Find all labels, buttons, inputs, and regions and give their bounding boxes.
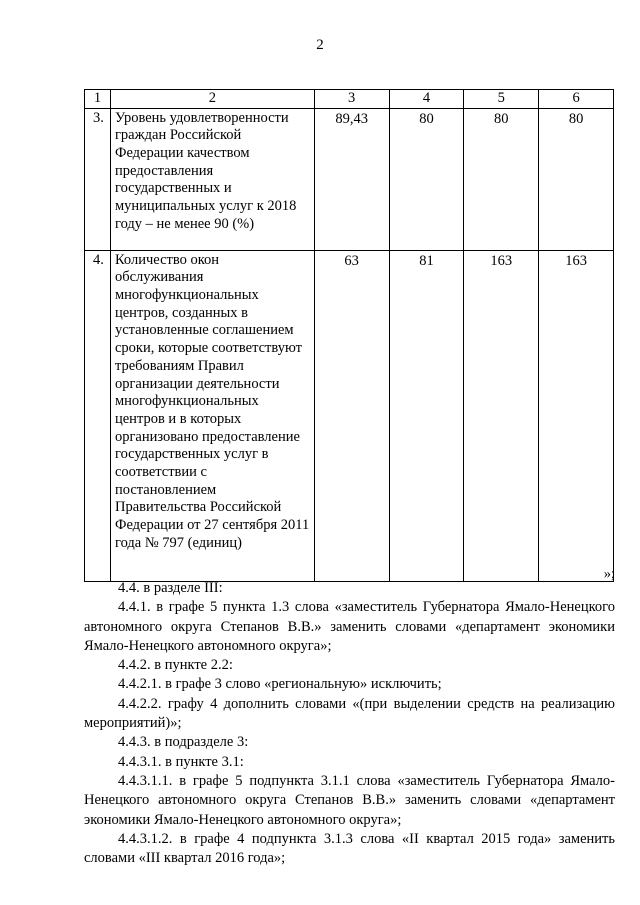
row-description: Количество окон обслуживания многофункциональных центров, созданных в установленные соглашением сроки, которые соответствуют требованиям Правил организации деятельности многофункциональных центров и в которых организовано предоставление государственных услуг в соответствии с постановлением Правительства Российской Федерации от 27 сентября 2011 года № 797 (единиц) — [110, 250, 314, 581]
row-value: 63 — [314, 250, 389, 581]
row-value: 163 — [539, 250, 614, 581]
column-header: 1 — [85, 90, 111, 109]
table-row — [85, 108, 614, 250]
page-number: 2 — [316, 37, 324, 53]
paragraph: 4.4.3.1.2. в графе 4 подпункта 3.1.3 слова «II квартал 2015 года» заменить словами «III квартал 2016 года»; — [84, 830, 615, 867]
amendment-text — [84, 579, 615, 868]
row-value: 81 — [389, 250, 464, 581]
closing-quote: »; — [603, 566, 615, 582]
row-value: 80 — [389, 108, 464, 250]
table-row — [85, 250, 614, 581]
row-index: 4. — [85, 250, 111, 581]
row-index: 3. — [85, 108, 111, 250]
column-header: 5 — [464, 90, 539, 109]
paragraph: 4.4.3. в подразделе 3: — [118, 734, 249, 751]
row-value: 89,43 — [314, 108, 389, 250]
column-header: 6 — [539, 90, 614, 109]
paragraph: 4.4.2.2. графу 4 дополнить словами «(при выделении средств на реализацию мероприятий)»; — [84, 695, 615, 732]
paragraph: 4.4.2. в пункте 2.2: — [118, 657, 233, 674]
paragraph: 4.4.1. в графе 5 пункта 1.3 слова «заместитель Губернатора Ямало-Ненецкого автономного округа Степанов В.В.» заменить словами «департамент экономики Ямало-Ненецкого автономного округа»; — [84, 599, 615, 654]
column-header: 4 — [389, 90, 464, 109]
row-description: Уровень удовлетворенности граждан Российской Федерации качеством предоставления государственных и муниципальных услуг к 2018 году – не менее 90 (%) — [110, 108, 314, 250]
indicator-table — [84, 89, 614, 582]
row-value: 80 — [464, 108, 539, 250]
row-value: 80 — [539, 108, 614, 250]
column-header: 3 — [314, 90, 389, 109]
table-header-row — [85, 90, 614, 109]
row-value: 163 — [464, 250, 539, 581]
column-header: 2 — [110, 90, 314, 109]
paragraph: 4.4.3.1. в пункте 3.1: — [118, 753, 244, 770]
paragraph: 4.4.3.1.1. в графе 5 подпункта 3.1.1 слова «заместитель Губернатора Ямало-Ненецкого автономного округа Степанов В.В.» заменить словами «департамент экономики Ямало-Ненецкого автономного округа»; — [84, 772, 615, 828]
paragraph: 4.4.2.1. в графе 3 слово «региональную» исключить; — [118, 676, 442, 693]
paragraph: 4.4. в разделе III: — [118, 580, 223, 596]
